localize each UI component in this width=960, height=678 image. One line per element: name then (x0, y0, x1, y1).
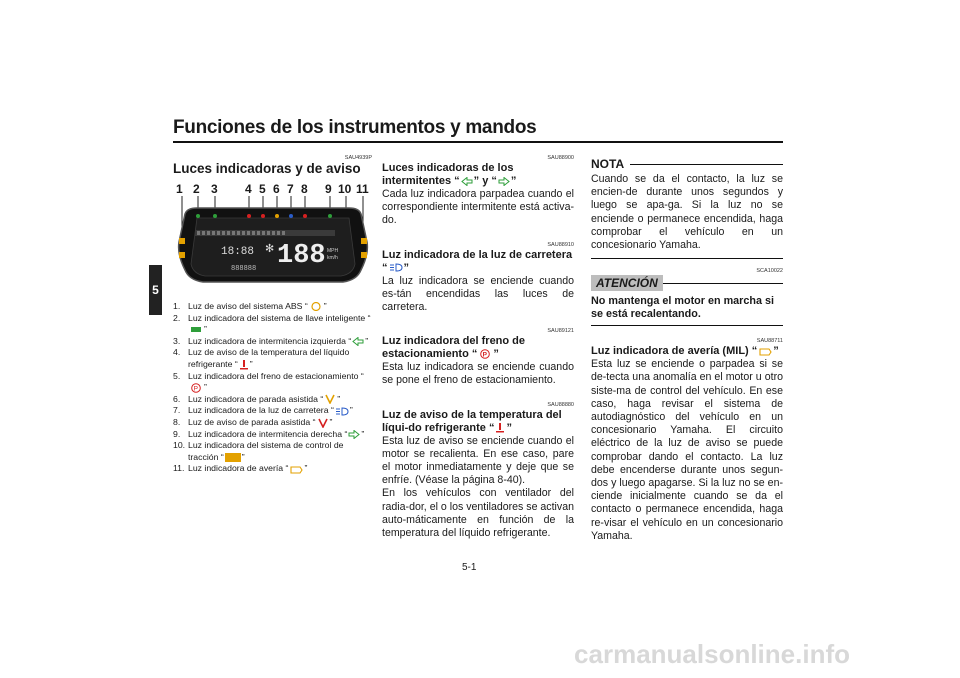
stop-assist-icon (324, 394, 336, 404)
coolant-icon (239, 360, 249, 370)
page-title: Funciones de los instrumentos y mandos (173, 117, 537, 138)
display-unit-mph: MPH (327, 248, 339, 254)
smart-key-icon (189, 325, 203, 334)
list-item: 8. Luz de aviso de parada asistida “ ” (173, 416, 333, 427)
left-arrow-icon (461, 177, 473, 186)
list-item: 2. Luz indicadora del sistema de llave inteligente “” (173, 312, 371, 335)
list-item: 4. Luz de aviso de la temperatura del líquido refrigerante “ ” (173, 347, 350, 369)
callout-3: 3 (211, 182, 218, 196)
middle-column (382, 155, 574, 540)
coolant-body-1: Esta luz de aviso se enciende cuando el motor se recalienta. En ese caso, pare el motor inmediatamente y deje que se enfríe. (Véase la página 8-40). (382, 434, 574, 487)
abs-icon (309, 302, 323, 311)
right-arrow-icon (348, 430, 360, 439)
chapter-tab: 5 (149, 265, 162, 315)
caution-end-rule (591, 325, 783, 326)
nota-end-rule (591, 258, 783, 259)
section-code: SAU4939P (344, 155, 372, 161)
high-beam-icon (389, 263, 403, 272)
indicator-list (173, 301, 375, 475)
section-code: SAU89121 (547, 328, 574, 335)
nota-rule (630, 164, 783, 165)
list-item: 5. Luz indicadora del freno de estacionamiento “ P ” (173, 370, 364, 393)
callout-10: 10 (338, 182, 352, 196)
mil-body: Esta luz se enciende o parpadea si se de-tecta una anomalía en el motor u otro siste-ma de control del vehículo. En ese caso, haga revisar el sistema de autodiagnóstico del vehículo en un concesionario Yamaha. El circuito eléctrico de la luz de aviso se puede comprobar dando el contacto. La luz debe encenderse durante unos segun-dos y luego apagarse. Si la luz no se en-ciende inicialmente cuando se da el contacto o permanece encendida, haga re-visar el vehículo en un concesionario Yamaha. (591, 358, 783, 542)
high-beam-body: La luz indicadora se enciende cuando es-tán encendidas las luces de carretera. (382, 274, 574, 314)
section-title: Luces indicadoras y de aviso (173, 161, 361, 176)
callout-1: 1 (176, 182, 183, 196)
callout-11: 11 (356, 182, 369, 196)
callout-7: 7 (287, 182, 294, 196)
caution-label: ATENCIÓN (591, 275, 663, 291)
list-item: 11. Luz indicadora de avería “ ” (173, 463, 308, 474)
section-code: SAU88900 (547, 155, 574, 161)
engine-icon (289, 465, 303, 474)
section-code: SAU88880 (547, 401, 574, 408)
mil-heading: Luz indicadora de avería (MIL) “ ” (591, 345, 779, 358)
nota-header (591, 157, 783, 171)
caution-header (591, 275, 783, 291)
display-speed: 188 (277, 241, 326, 271)
mil-code: SAU88711 (756, 338, 783, 345)
turn-signal-body: Cada luz indicadora parpadea cuando el correspondiente intermitente está activa-do. (382, 188, 574, 227)
section-code: SAU88910 (547, 241, 574, 248)
list-item: 10. Luz indicadora del sistema de control de tracción “ ” (173, 440, 344, 462)
left-arrow-icon (352, 337, 364, 346)
svg-text:P: P (193, 385, 198, 393)
snowflake-icon: ✻ (265, 242, 275, 255)
high-beam-icon (335, 407, 349, 416)
callout-9: 9 (325, 182, 332, 196)
parking-brake-icon (189, 383, 203, 393)
caution-body: No mantenga el motor en marcha si se está recalentando. (591, 295, 774, 321)
caution-rule (663, 283, 783, 284)
right-arrow-icon (498, 177, 510, 186)
svg-text:P: P (482, 351, 488, 359)
list-item: 6. Luz indicadora de parada asistida “ ” (173, 393, 341, 404)
page-number: 5-1 (462, 562, 477, 573)
callout-6: 6 (273, 182, 280, 196)
instrument-cluster-illustration (173, 194, 373, 290)
turn-signal-heading: Luces indicadoras de los intermitentes “ ” y “ ” (382, 162, 517, 187)
header-rule (173, 141, 783, 143)
display-clock: 18:88 (221, 246, 255, 258)
parking-brake-icon (478, 349, 492, 359)
nota-label: NOTA (591, 157, 625, 171)
parking-brake-heading: Luz indicadora del freno de estacionamiento “ P ” (382, 335, 526, 361)
callout-8: 8 (301, 182, 308, 196)
coolant-heading: Luz de aviso de la temperatura del líqui-do refrigerante “ ” (382, 408, 562, 434)
tcs-icon (225, 453, 241, 462)
caution-code: SCA10022 (756, 268, 783, 275)
callout-4: 4 (245, 182, 252, 196)
stop-assist-warning-icon (317, 418, 329, 428)
watermark: carmanualsonline.info (574, 639, 850, 669)
list-item: 3. Luz indicadora de intermitencia izquierda “ ” (173, 335, 369, 346)
callout-5: 5 (259, 182, 266, 196)
list-item: 9. Luz indicadora de intermitencia derecha “ ” (173, 428, 365, 439)
display-unit-kmh: km/h (327, 255, 338, 261)
coolant-body-2: En los vehículos con ventilador del radia-dor, el o los ventiladores se activan auto-máticamente en función de la temperatura del líquido refrigerante. (382, 487, 574, 540)
high-beam-heading: Luz indicadora de la luz de carretera “ ” (382, 248, 573, 274)
nota-body: Cuando se da el contacto, la luz se encien-de durante unos segundos y luego se apa-ga. Si la luz no se enciende o permanece encendida, haga comprobar el vehículo en un concesionario Yamaha. (591, 173, 783, 252)
parking-brake-body: Esta luz indicadora se enciende cuando se pone el freno de estacionamiento. (382, 361, 574, 387)
engine-icon (758, 347, 772, 356)
list-item: 7. Luz indicadora de la luz de carretera “ ” (173, 405, 353, 416)
coolant-icon (495, 423, 505, 433)
callout-2: 2 (193, 182, 200, 196)
display-odometer: 888888 (231, 265, 257, 273)
right-column (591, 157, 783, 543)
list-item: 1. Luz de aviso del sistema ABS “ ” (173, 301, 327, 311)
